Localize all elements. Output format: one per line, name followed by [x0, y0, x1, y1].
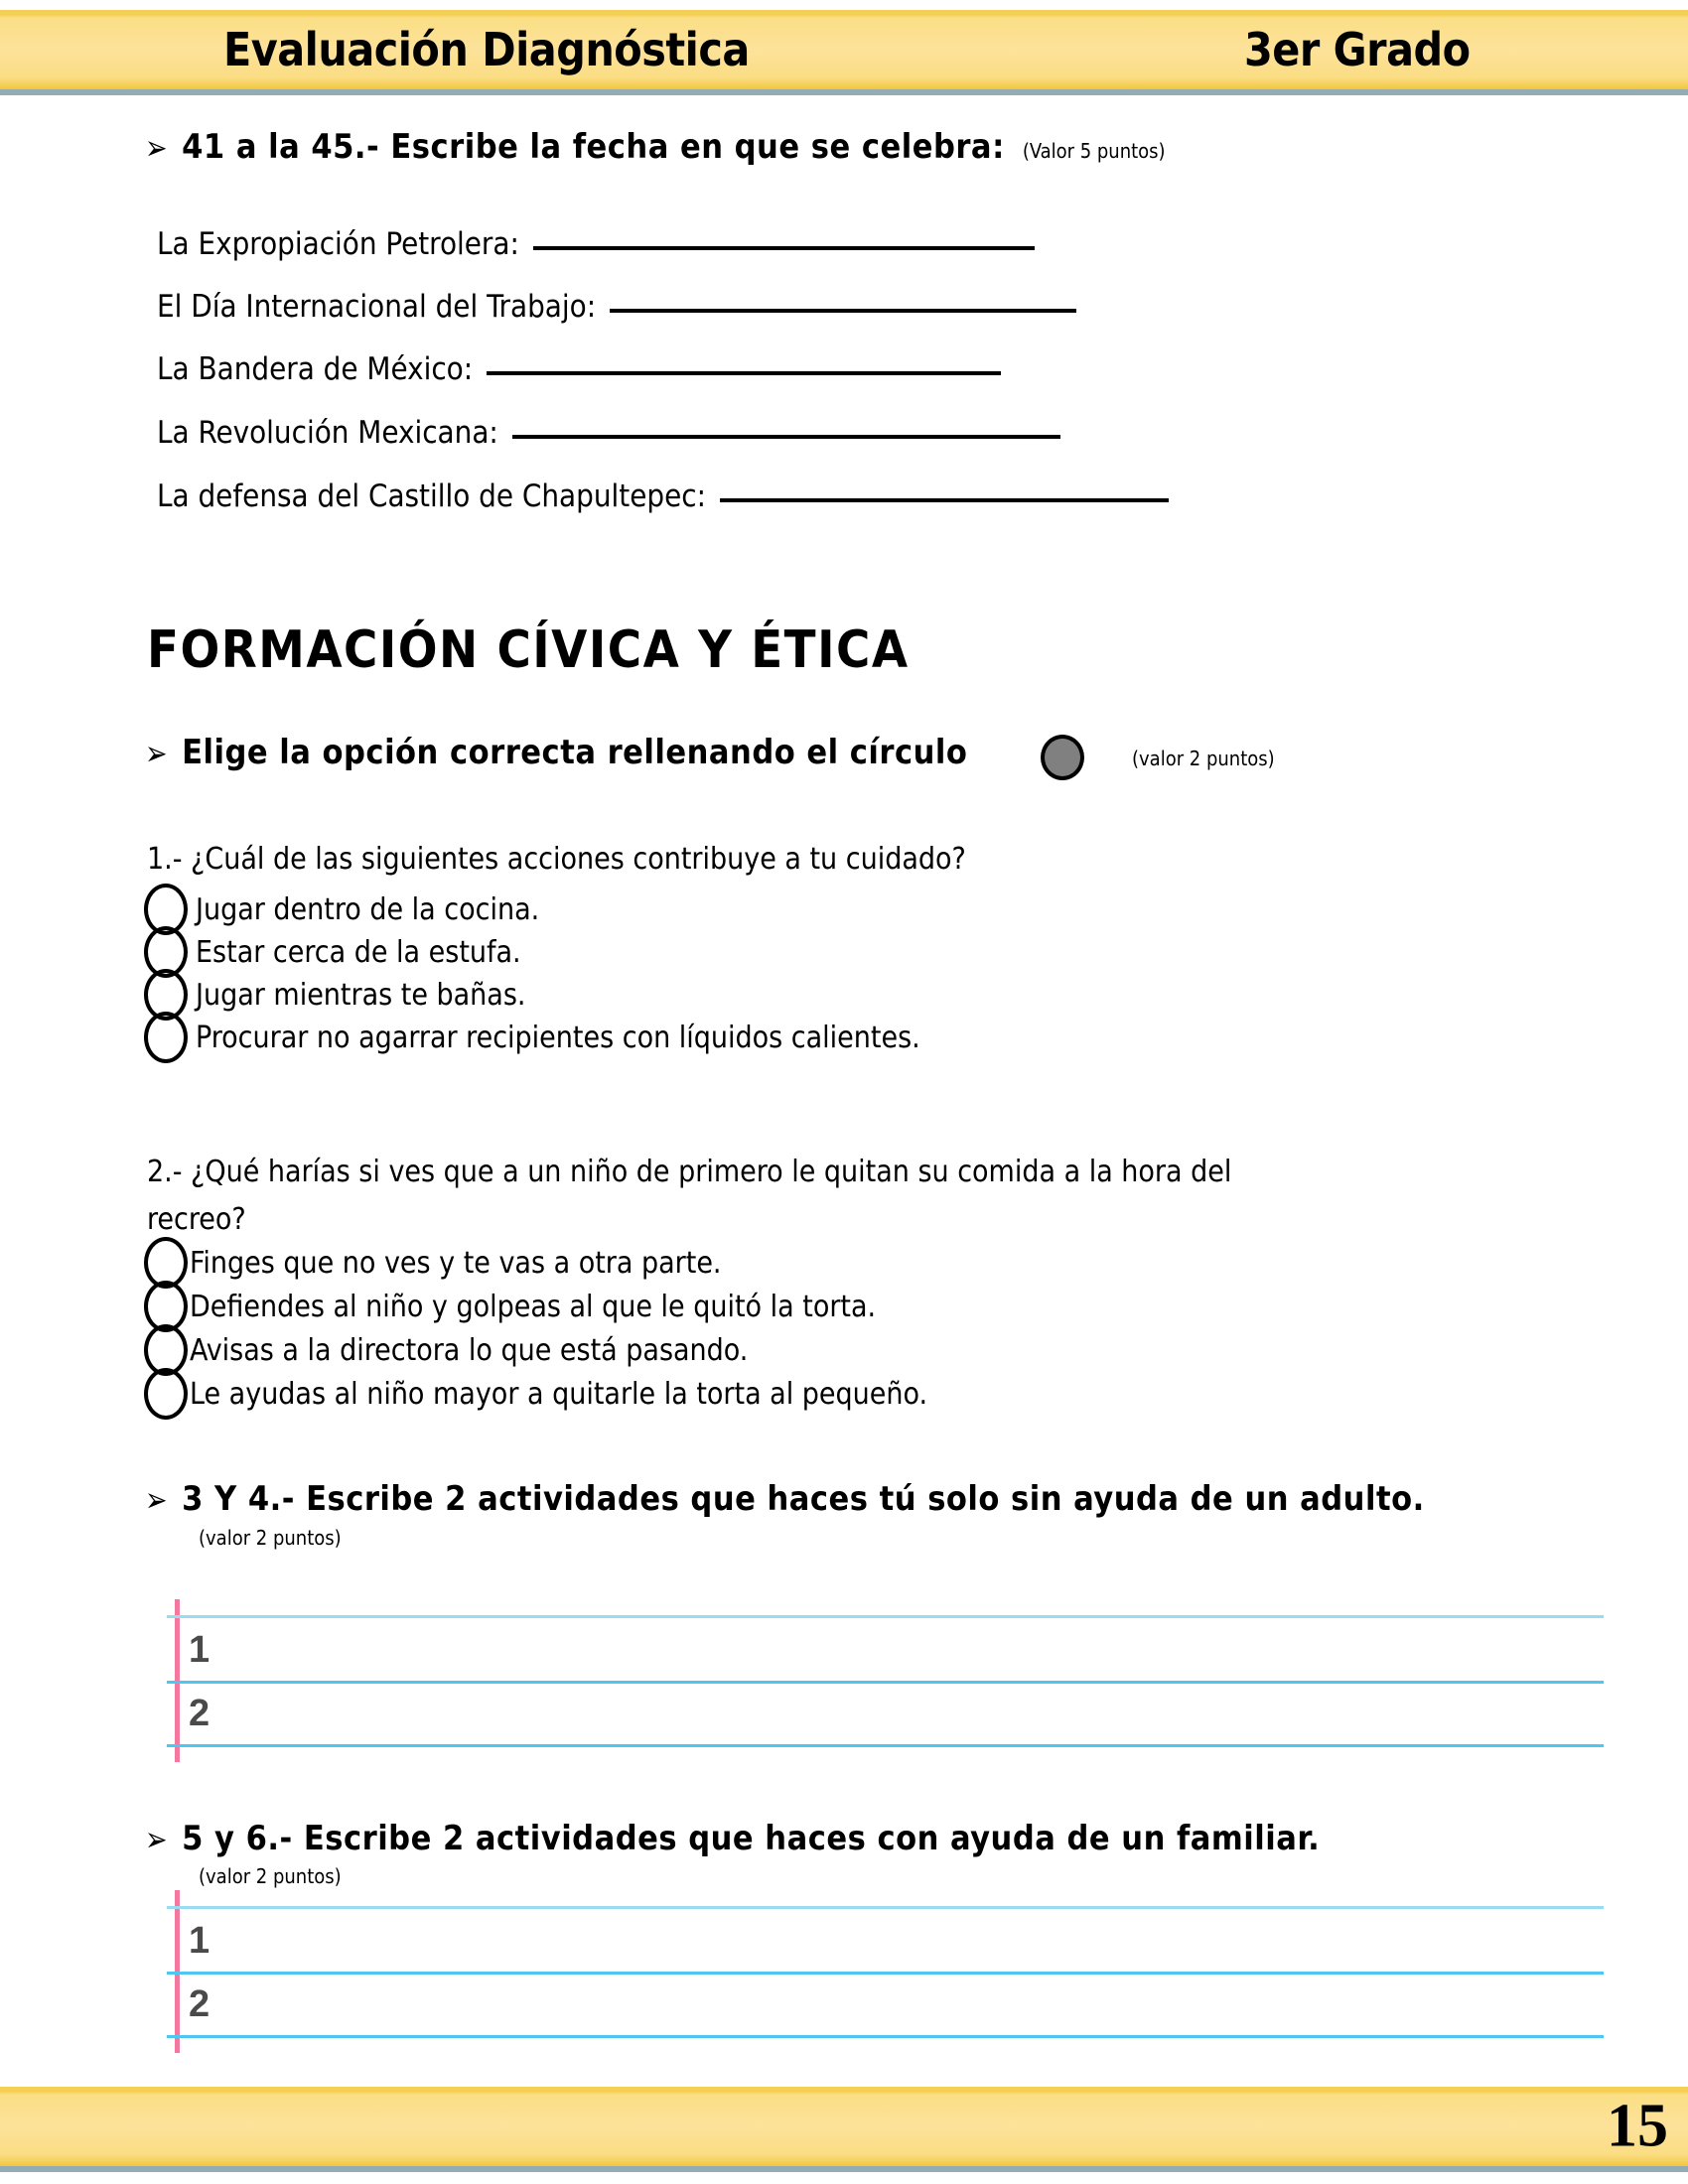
- date-label: El Día Internacional del Trabajo:: [157, 289, 597, 325]
- page-header-band: [0, 10, 1688, 89]
- date-label: La Revolución Mexicana:: [157, 415, 498, 451]
- date-answer-rule[interactable]: [533, 246, 1035, 250]
- option-label: Avisas a la directora lo que está pasando.: [190, 1332, 749, 1368]
- option-label: Procurar no agarrar recipientes con líquidos calientes.: [196, 1020, 920, 1055]
- instruction-activities-alone-points: (valor 2 puntos): [199, 1526, 342, 1550]
- instruction-activities-alone: [145, 1479, 1425, 1519]
- ruled-line: [167, 1744, 1604, 1747]
- date-row-expropiacion: [157, 226, 1035, 262]
- answer-line-number: 1: [189, 1920, 211, 1962]
- header-title: Evaluación Diagnóstica: [223, 23, 750, 76]
- question-1-text: 1.- ¿Cuál de las siguientes acciones contribuye a tu cuidado?: [147, 842, 966, 877]
- ruled-line: [167, 2035, 1604, 2038]
- instruction-dates-points: (Valor 5 puntos): [1022, 139, 1166, 163]
- instruction-dates-text: 41 a la 45.- Escribe la fecha en que se celebra:: [182, 127, 1005, 167]
- header-underline-rule: [0, 89, 1688, 95]
- date-label: La Expropiación Petrolera:: [157, 226, 519, 262]
- bullet-arrow-icon: ➢: [145, 1480, 169, 1521]
- instruction-fill-circle: [145, 733, 967, 772]
- instruction-activities-family-text: 5 y 6.- Escribe 2 actividades que haces con ayuda de un familiar.: [182, 1819, 1321, 1858]
- page-footer-band: [0, 2087, 1688, 2166]
- ruled-line: [167, 1681, 1604, 1684]
- date-answer-rule[interactable]: [487, 371, 1001, 375]
- date-label: La defensa del Castillo de Chapultepec:: [157, 478, 706, 514]
- ruled-line: [167, 1615, 1604, 1618]
- option-label: Finges que no ves y te vas a otra parte.: [190, 1245, 722, 1281]
- answer-lines-block-1[interactable]: [167, 1615, 1604, 1746]
- answer-line-number: 2: [189, 1983, 211, 2025]
- date-answer-rule[interactable]: [512, 435, 1060, 439]
- instruction-fill-circle-text: Elige la opción correcta rellenando el círculo: [182, 733, 968, 772]
- instruction-activities-family: [145, 1819, 1320, 1858]
- footer-band-fill: [0, 2087, 1688, 2166]
- option-label: Jugar dentro de la cocina.: [196, 891, 540, 927]
- ruled-line: [167, 1906, 1604, 1909]
- instruction-activities-family-points: (valor 2 puntos): [199, 1864, 342, 1888]
- instruction-dates: [145, 127, 1166, 167]
- question-2-text-line-1: 2.- ¿Qué harías si ves que a un niño de primero le quitan su comida a la hora del: [147, 1155, 1232, 1189]
- question-1-option-4[interactable]: [144, 1012, 920, 1063]
- date-answer-rule[interactable]: [610, 309, 1076, 313]
- option-label: Le ayudas al niño mayor a quitarle la torta al pequeño.: [190, 1376, 928, 1412]
- page-number: 15: [1607, 2092, 1668, 2160]
- instruction-fill-circle-points: (valor 2 puntos): [1132, 747, 1275, 770]
- answer-line-number: 1: [189, 1629, 211, 1671]
- bullet-arrow-icon: ➢: [145, 128, 169, 169]
- section-title-formacion-civica: FORMACIÓN CÍVICA Y ÉTICA: [147, 620, 910, 680]
- header-grade: 3er Grado: [1244, 23, 1471, 76]
- radio-circle-icon[interactable]: [144, 1012, 188, 1063]
- date-answer-rule[interactable]: [720, 498, 1169, 502]
- question-2-text-line-2: recreo?: [147, 1202, 246, 1237]
- question-2-option-4[interactable]: [144, 1368, 927, 1420]
- date-row-chapultepec: [157, 478, 1169, 514]
- answer-lines-block-2[interactable]: [167, 1906, 1604, 2037]
- instruction-activities-alone-text: 3 Y 4.- Escribe 2 actividades que haces tú solo sin ayuda de un adulto.: [182, 1479, 1425, 1519]
- bullet-arrow-icon: ➢: [145, 1820, 169, 1860]
- answer-line-number: 2: [189, 1693, 211, 1734]
- date-label: La Bandera de México:: [157, 351, 474, 387]
- date-row-bandera: [157, 351, 1001, 387]
- option-label: Defiendes al niño y golpeas al que le quitó la torta.: [190, 1289, 877, 1324]
- option-label: Jugar mientras te bañas.: [196, 977, 526, 1013]
- option-label: Estar cerca de la estufa.: [196, 934, 521, 970]
- footer-underline-rule: [0, 2166, 1688, 2172]
- ruled-line: [167, 1972, 1604, 1975]
- radio-circle-icon[interactable]: [144, 1368, 188, 1420]
- bullet-arrow-icon: ➢: [145, 734, 169, 774]
- date-row-revolucion: [157, 415, 1060, 451]
- filled-circle-example-icon: [1041, 735, 1084, 780]
- date-row-trabajo: [157, 289, 1076, 325]
